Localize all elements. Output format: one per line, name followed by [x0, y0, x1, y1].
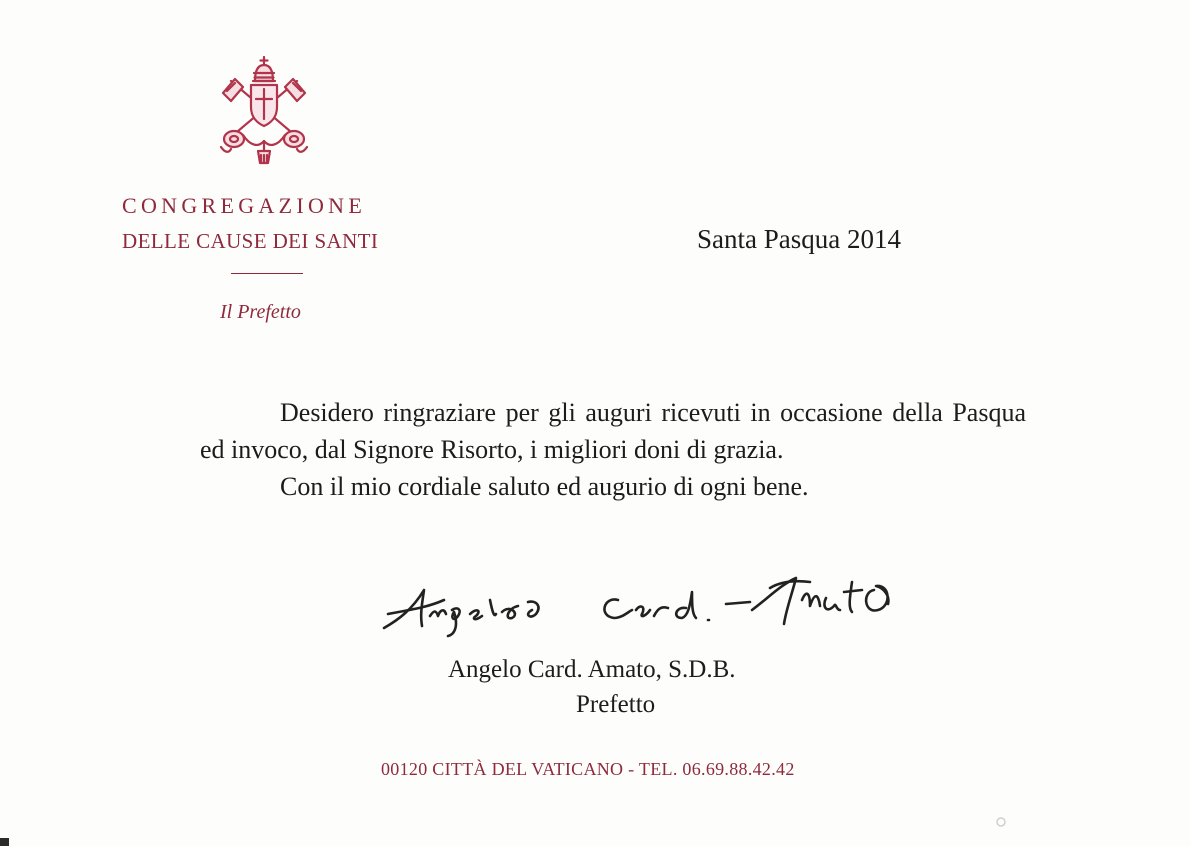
signatory-title: Prefetto — [576, 691, 656, 718]
handwritten-signature — [378, 570, 912, 638]
scan-edge-mark — [0, 838, 9, 846]
letter-body — [200, 394, 1026, 505]
letter-date: Santa Pasqua 2014 — [697, 224, 901, 254]
papal-coat-of-arms-icon — [213, 55, 315, 167]
letter-paragraph: Desidero ringraziare per gli auguri ricevuti in occasione della Pasqua ed invoco, dal Signore Risorto, i migliori doni di grazia. — [200, 398, 1026, 464]
organization-name-line1: CONGREGAZIONE — [122, 193, 367, 218]
signatory-name: Angelo Card. Amato, S.D.B. — [448, 656, 736, 683]
letterhead-footer-address: 00120 CITTÀ DEL VATICANO - TEL. 06.69.88.42.42 — [381, 759, 795, 779]
letterhead-divider — [231, 273, 303, 274]
office-title: Il Prefetto — [220, 301, 301, 323]
scan-speck-icon — [994, 815, 1008, 829]
organization-name-line2: DELLE CAUSE DEI SANTI — [122, 229, 379, 253]
letter-paragraph: Con il mio cordiale saluto ed augurio di ogni bene. — [280, 472, 809, 501]
